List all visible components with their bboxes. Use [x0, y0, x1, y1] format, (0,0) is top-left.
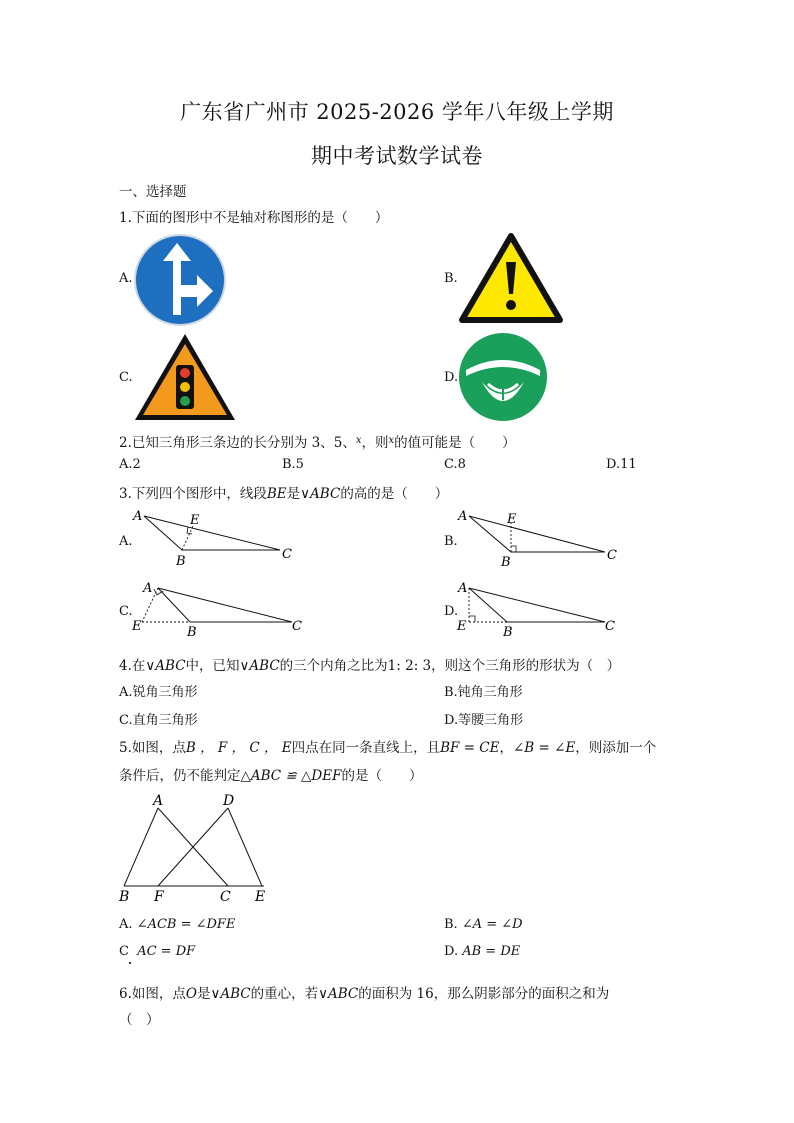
q2-option-b: B.5 [282, 457, 304, 472]
q5-option-text: ∠ACB = ∠DFE [136, 917, 236, 932]
label-e: E [507, 512, 517, 527]
label-c: C [607, 548, 617, 563]
label-e: E [457, 619, 467, 634]
road-sign-arrow-icon [133, 233, 227, 331]
q6-triangle: ∨ABC [318, 986, 359, 1002]
q3-option-c: C. [119, 604, 133, 619]
q1-stem: 1.下面的图形中不是轴对称图形的是（ ） [119, 210, 389, 226]
label-f: F [154, 889, 164, 905]
label-c: C [605, 619, 615, 634]
q4-option-b: B.钝角三角形 [444, 685, 523, 700]
q4-stem-part: 4.在 [119, 658, 146, 674]
q3-figure-d [455, 578, 635, 640]
label-e: E [255, 889, 266, 905]
label-b: B [187, 625, 197, 640]
q5-stem-line1 [119, 736, 656, 756]
q1-option-b: B. [444, 271, 458, 286]
q3-figure-c [130, 578, 310, 640]
label-b: B [503, 625, 513, 640]
q4-option-a: A.锐角三角形 [119, 685, 198, 700]
label-a: A [458, 509, 468, 524]
label-b: B [176, 554, 186, 569]
q2-option-a: A.2 [119, 457, 141, 472]
q5-stem-part: 条件后，仍不能判定 [119, 768, 241, 784]
q4-triangle: ∨ABC [239, 658, 280, 674]
q5-option-d [444, 944, 520, 959]
q1-option-c: C. [119, 370, 133, 385]
q5-option-c [119, 944, 195, 959]
q3-figure-a [130, 506, 300, 570]
q2-option-c: C.8 [444, 457, 466, 472]
q4-stem-part: 中，已知 [185, 658, 240, 674]
q1-option-a: A. [119, 271, 133, 286]
q4-stem [119, 654, 620, 674]
q3-triangle: ∨ABC [300, 486, 341, 502]
q3-stem [119, 482, 448, 502]
label-c: C [292, 619, 302, 634]
q4-stem-part: ，则这个三角形的形状为（ ） [431, 658, 621, 674]
q5-option-text: AC = DF [137, 944, 196, 959]
stray-dot [129, 962, 131, 964]
q4-stem-part: 的三个内角之比为 [279, 658, 388, 674]
q5-stem-part: 的是（ ） [341, 768, 423, 784]
q3-segment: BE [266, 486, 287, 502]
q5-option-letter: A. [119, 917, 133, 932]
q5-option-b [444, 917, 523, 932]
q3-stem-part: 是 [286, 486, 301, 502]
q5-option-letter: D. [444, 944, 459, 959]
label-c: C [220, 889, 231, 905]
warning-exclamation-icon [458, 232, 564, 328]
q5-congruence: △ABC ≌ △DEF [240, 768, 342, 784]
paper-title-line1: 广东省广州市 2025-2026 学年八年级上学期 [180, 100, 614, 124]
q6-stem-part: 的面积为 16，那么阴影部分的面积之和为 [358, 986, 610, 1002]
traffic-light-sign-icon [132, 331, 238, 427]
q2-stem-part: 的值可能是（ ） [394, 435, 516, 451]
label-b: B [119, 889, 130, 905]
label-d: D [223, 793, 235, 809]
q5-option-a [119, 917, 235, 932]
q5-points: B ， F ， C ， E [185, 740, 292, 756]
label-a: A [458, 581, 468, 596]
q1-option-d: D. [444, 370, 459, 385]
label-a: A [143, 581, 153, 596]
label-a: A [153, 793, 164, 809]
q4-option-c: C.直角三角形 [119, 713, 198, 728]
q5-option-text: ∠A = ∠D [461, 917, 523, 932]
label-b: B [501, 555, 511, 570]
q5-condition-1: BF = CE [440, 740, 500, 756]
q6-point: O [185, 986, 197, 1002]
q6-stem-part: 6.如图，点 [119, 986, 186, 1002]
q2-stem [119, 431, 516, 451]
section-heading: 一、选择题 [119, 184, 187, 200]
label-e: E [190, 513, 200, 528]
paper-title-line2: 期中考试数学试卷 [311, 144, 483, 168]
q3-figure-b [455, 506, 625, 570]
q6-stem-part: 的重心，若 [250, 986, 319, 1002]
q6-stem-line2: （ ） [119, 1012, 160, 1028]
q5-stem-part: ，则添加一个 [575, 740, 657, 756]
q2-stem-part: 2.已知三角形三条边的长分别为 3、5、 [119, 435, 356, 451]
label-e: E [132, 619, 142, 634]
q6-stem [119, 982, 609, 1002]
q4-ratio: 1: 2: 3 [387, 658, 432, 674]
q4-triangle: ∨ABC [145, 658, 186, 674]
q4-option-d: D.等腰三角形 [444, 713, 524, 728]
q6-triangle: ∨ABC [210, 986, 251, 1002]
q5-option-text: AB = DE [462, 944, 521, 959]
q3-option-b: B. [444, 534, 458, 549]
q3-stem-part: 的高的是（ ） [340, 486, 449, 502]
q6-stem-part: 是 [196, 986, 211, 1002]
q3-option-a: A. [119, 534, 133, 549]
q5-stem-part: 四点在同一条直线上，且 [291, 740, 441, 756]
q5-figure [116, 790, 276, 906]
q5-option-letter: B. [444, 917, 458, 932]
q5-option-letter: C [119, 944, 129, 959]
q3-stem-part: 3.下列四个图形中，线段 [119, 486, 267, 502]
green-food-logo-icon [458, 332, 548, 426]
q2-option-d: D.11 [606, 457, 637, 472]
label-a: A [133, 509, 143, 524]
q2-var-x: x [355, 435, 362, 446]
q5-condition-2: ∠B = ∠E [513, 740, 576, 756]
q2-var-x: x [388, 435, 395, 446]
q5-stem-part: 5.如图，点 [119, 740, 186, 756]
q5-stem-line2 [119, 764, 422, 784]
q3-option-d: D. [444, 604, 459, 619]
q5-stem-part: ， [499, 740, 513, 756]
q2-stem-part: ，则 [361, 435, 389, 451]
label-c: C [282, 547, 292, 562]
